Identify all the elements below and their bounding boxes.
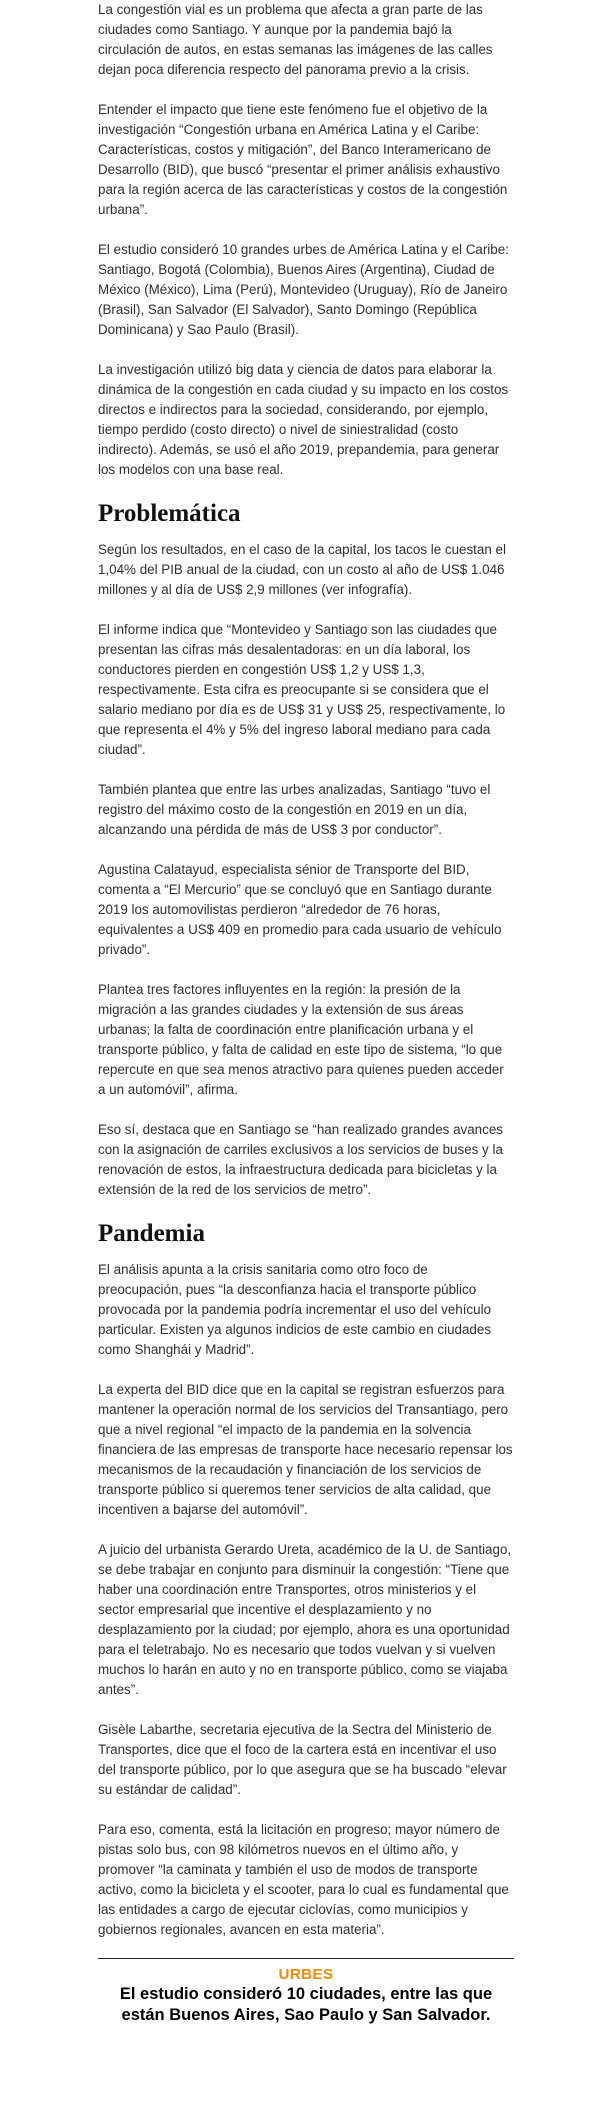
paragraph: La investigación utilizó big data y ciencia de datos para elaborar la dinámica de la congestión en cada ciudad y su impacto en los costos directos e indirectos para la sociedad, considerando, por ejemplo, tiempo perdido (costo directo) o nivel de siniestralidad (costo indirecto). Además, se usó el año 2019, prepandemia, para generar los modelos con una base real.: [98, 362, 509, 477]
paragraph: Entender el impacto que tiene este fenómeno fue el objetivo de la investigación “Congestión urbana en América Latina y el Caribe: Características, costos y mitigación”, del Banco Interamericano de Desarrollo (BID), que buscó “presentar el primer análisis exhaustivo para la región acerca de las características y costos de la congestión urbana”.: [98, 102, 508, 217]
paragraph: A juicio del urbanista Gerardo Ureta, académico de la U. de Santiago, se debe trabajar en conjunto para disminuir la congestión: “Tiene que haber una coordinación entre Transportes, otros ministerios y el sector empresarial que incentive el desplazamiento y no desplazamiento por la ciudad; por ejemplo, ahora es una oportunidad para el teletrabajo. No es necesario que todos vuelvan y si vuelven muchos lo harán en auto y no en transporte público, como se viajaba antes”.: [98, 1542, 512, 1697]
paragraph: Plantea tres factores influyentes en la región: la presión de la migración a las grandes ciudades y la extensión de sus áreas urbanas; la falta de coordinación entre planificación urbana y el transporte público, y falta de calidad en este tipo de sistema, “lo que repercute en que sea menos atractivo para quienes pueden acceder a un automóvil”, afirma.: [98, 982, 504, 1097]
paragraph: Gisèle Labarthe, secretaria ejecutiva de la Sectra del Ministerio de Transportes, dice que el foco de la cartera está en incentivar el uso del transporte público, por lo que asegura que se ha buscado “elevar su estándar de calidad”.: [98, 1722, 507, 1797]
paragraph: El análisis apunta a la crisis sanitaria como otro foco de preocupación, pues “la desconfianza hacia el transporte público provocada por la pandemia podría incrementar el uso del vehículo particular. Existen ya algunos indicios de este cambio en ciudades como Shanghái y Madrid”.: [98, 1262, 492, 1357]
section-heading-pandemia: Pandemia: [98, 1220, 205, 1247]
pull-quote-callout: [98, 1958, 514, 2026]
callout-text: El estudio consideró 10 ciudades, entre las que están Buenos Aires, Sao Paulo y San Salvador.: [119, 1985, 493, 2024]
article-body: [98, 0, 514, 2026]
paragraph: Según los resultados, en el caso de la capital, los tacos le cuestan el 1,04% del PIB anual de la ciudad, con un costo al año de US$ 1.046 millones y al día de US$ 2,9 millones (ver infografía).: [98, 542, 506, 597]
paragraph: La experta del BID dice que en la capital se registran esfuerzos para mantener la operación normal de los servicios del Transantiago, pero que a nivel regional “el impacto de la pandemia en la solvencia financiera de las empresas de transporte hace necesario repensar los mecanismos de la recaudación y financiación de los servicios de transporte público si queremos tener servicios de alta calidad, que incentiven a bajarse del automóvil”.: [98, 1382, 513, 1517]
paragraph: Para eso, comenta, está la licitación en progreso; mayor número de pistas solo bus, con 98 kilómetros nuevos en el último año, y promover “la caminata y también el uso de modos de transporte activo, como la bicicleta y el scooter, para lo cual es fundamental que las entidades a cargo de ejecutar ciclovías, como municipios y gobiernos regionales, avancen en esta materia”.: [98, 1822, 509, 1937]
paragraph: El informe indica que “Montevideo y Santiago son las ciudades que presentan las cifras más desalentadoras: en un día laboral, los conductores pierden en congestión US$ 1,2 y US$ 1,3, respectivamente. Esta cifra es preocupante si se considera que el salario mediano por día es de US$ 31 y US$ 25, respectivamente, lo que representa el 4% y 5% del ingreso laboral mediano para cada ciudad”.: [98, 622, 506, 757]
paragraph: También plantea que entre las urbes analizadas, Santiago “tuvo el registro del máximo costo de la congestión en 2019 en un día, alcanzando una pérdida de más de US$ 3 por conductor”.: [98, 782, 491, 837]
paragraph: La congestión vial es un problema que afecta a gran parte de las ciudades como Santiago. Y aunque por la pandemia bajó la circulación de autos, en estas semanas las imágenes de las calles dejan poca diferencia respecto del panorama previo a la crisis.: [98, 2, 493, 77]
paragraph: El estudio consideró 10 grandes urbes de América Latina y el Caribe: Santiago, Bogotá (Colombia), Buenos Aires (Argentina), Ciudad de México (México), Lima (Perú), Montevideo (Uruguay), Río de Janeiro (Brasil), San Salvador (El Salvador), Santo Domingo (República Dominicana) y Sao Paulo (Brasil).: [98, 242, 509, 337]
paragraph: Agustina Calatayud, especialista sénior de Transporte del BID, comenta a “El Mercurio” que se concluyó que en Santiago durante 2019 los automovilistas perdieron “alrededor de 76 horas, equivalentes a US$ 409 en promedio para cada usuario de vehículo privado”.: [98, 862, 502, 957]
section-heading-problematica: Problemática: [98, 500, 241, 527]
callout-label: URBES: [278, 1966, 334, 1983]
paragraph: Eso sí, destaca que en Santiago se “han realizado grandes avances con la asignación de carriles exclusivos a los servicios de buses y la renovación de estos, la infraestructura dedicada para bicicletas y la extensión de la red de los servicios de metro”.: [98, 1122, 503, 1197]
